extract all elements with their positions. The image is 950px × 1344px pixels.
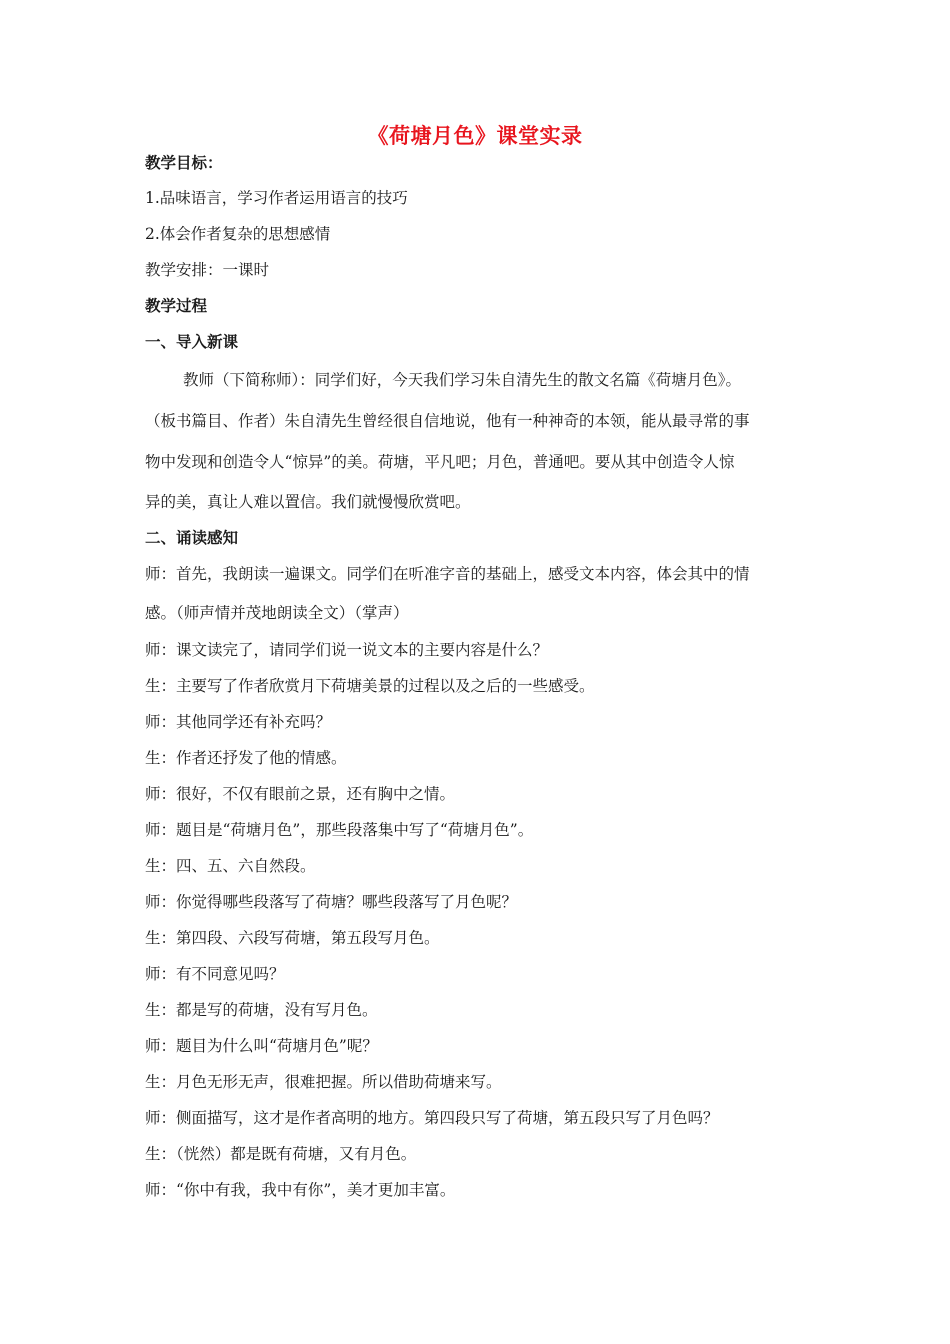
dialogue-line: 师：其他同学还有补充吗？ bbox=[145, 713, 332, 731]
goal-item-2: 2.体会作者复杂的思想感情 bbox=[145, 225, 331, 243]
dialogue-line: 生：（恍然）都是既有荷塘，又有月色。 bbox=[145, 1145, 417, 1163]
heading-teaching-process: 教学过程 bbox=[145, 296, 208, 315]
paragraph-line: （板书篇目、作者）朱自清先生曾经很自信地说，他有一种神奇的本领，能从最寻常的事 bbox=[145, 412, 750, 430]
dialogue-line: 感。（师声情并茂地朗读全文）（掌声） bbox=[145, 604, 409, 622]
dialogue-line: 师：有不同意见吗？ bbox=[145, 965, 285, 983]
dialogue-line: 生：主要写了作者欣赏月下荷塘美景的过程以及之后的一些感受。 bbox=[145, 677, 595, 695]
document-title: 《荷塘月色》课堂实录 bbox=[367, 123, 583, 148]
dialogue-line: 师：你觉得哪些段落写了荷塘？哪些段落写了月色呢？ bbox=[145, 893, 518, 911]
dialogue-line: 师：“你中有我，我中有你”，美才更加丰富。 bbox=[145, 1181, 456, 1199]
paragraph-line: 异的美，真让人难以置信。我们就慢慢欣赏吧。 bbox=[145, 493, 471, 511]
goal-item-1: 1.品味语言，学习作者运用语言的技巧 bbox=[145, 189, 408, 207]
dialogue-line: 生：月色无形无声，很难把握。所以借助荷塘来写。 bbox=[145, 1073, 502, 1091]
dialogue-line: 生：第四段、六段写荷塘，第五段写月色。 bbox=[145, 929, 440, 947]
dialogue-line: 生：都是写的荷塘，没有写月色。 bbox=[145, 1001, 378, 1019]
teaching-arrangement: 教学安排：一课时 bbox=[145, 261, 270, 279]
dialogue-line: 师：题目是“荷塘月色”，那些段落集中写了“荷塘月色”。 bbox=[145, 821, 534, 839]
paragraph-line: 教师（下简称师）：同学们好，今天我们学习朱自清先生的散文名篇《荷塘月色》。 bbox=[183, 371, 742, 389]
section-heading-2: 二、诵读感知 bbox=[145, 528, 239, 547]
dialogue-line: 师：题目为什么叫“荷塘月色”呢？ bbox=[145, 1037, 378, 1055]
dialogue-line: 师：首先，我朗读一遍课文。同学们在听准字音的基础上，感受文本内容，体会其中的情 bbox=[145, 565, 750, 583]
dialogue-line: 师：课文读完了，请同学们说一说文本的主要内容是什么？ bbox=[145, 641, 549, 659]
dialogue-line: 生：作者还抒发了他的情感。 bbox=[145, 749, 347, 767]
paragraph-line: 物中发现和创造令人“惊异”的美。荷塘，平凡吧；月色，普通吧。要从其中创造令人惊 bbox=[145, 453, 735, 471]
dialogue-line: 师：侧面描写，这才是作者高明的地方。第四段只写了荷塘，第五段只写了月色吗？ bbox=[145, 1109, 719, 1127]
dialogue-line: 生：四、五、六自然段。 bbox=[145, 857, 316, 875]
dialogue-line: 师：很好，不仅有眼前之景，还有胸中之情。 bbox=[145, 785, 456, 803]
heading-teaching-goals: 教学目标： bbox=[145, 153, 223, 172]
section-heading-1: 一、导入新课 bbox=[145, 332, 239, 351]
